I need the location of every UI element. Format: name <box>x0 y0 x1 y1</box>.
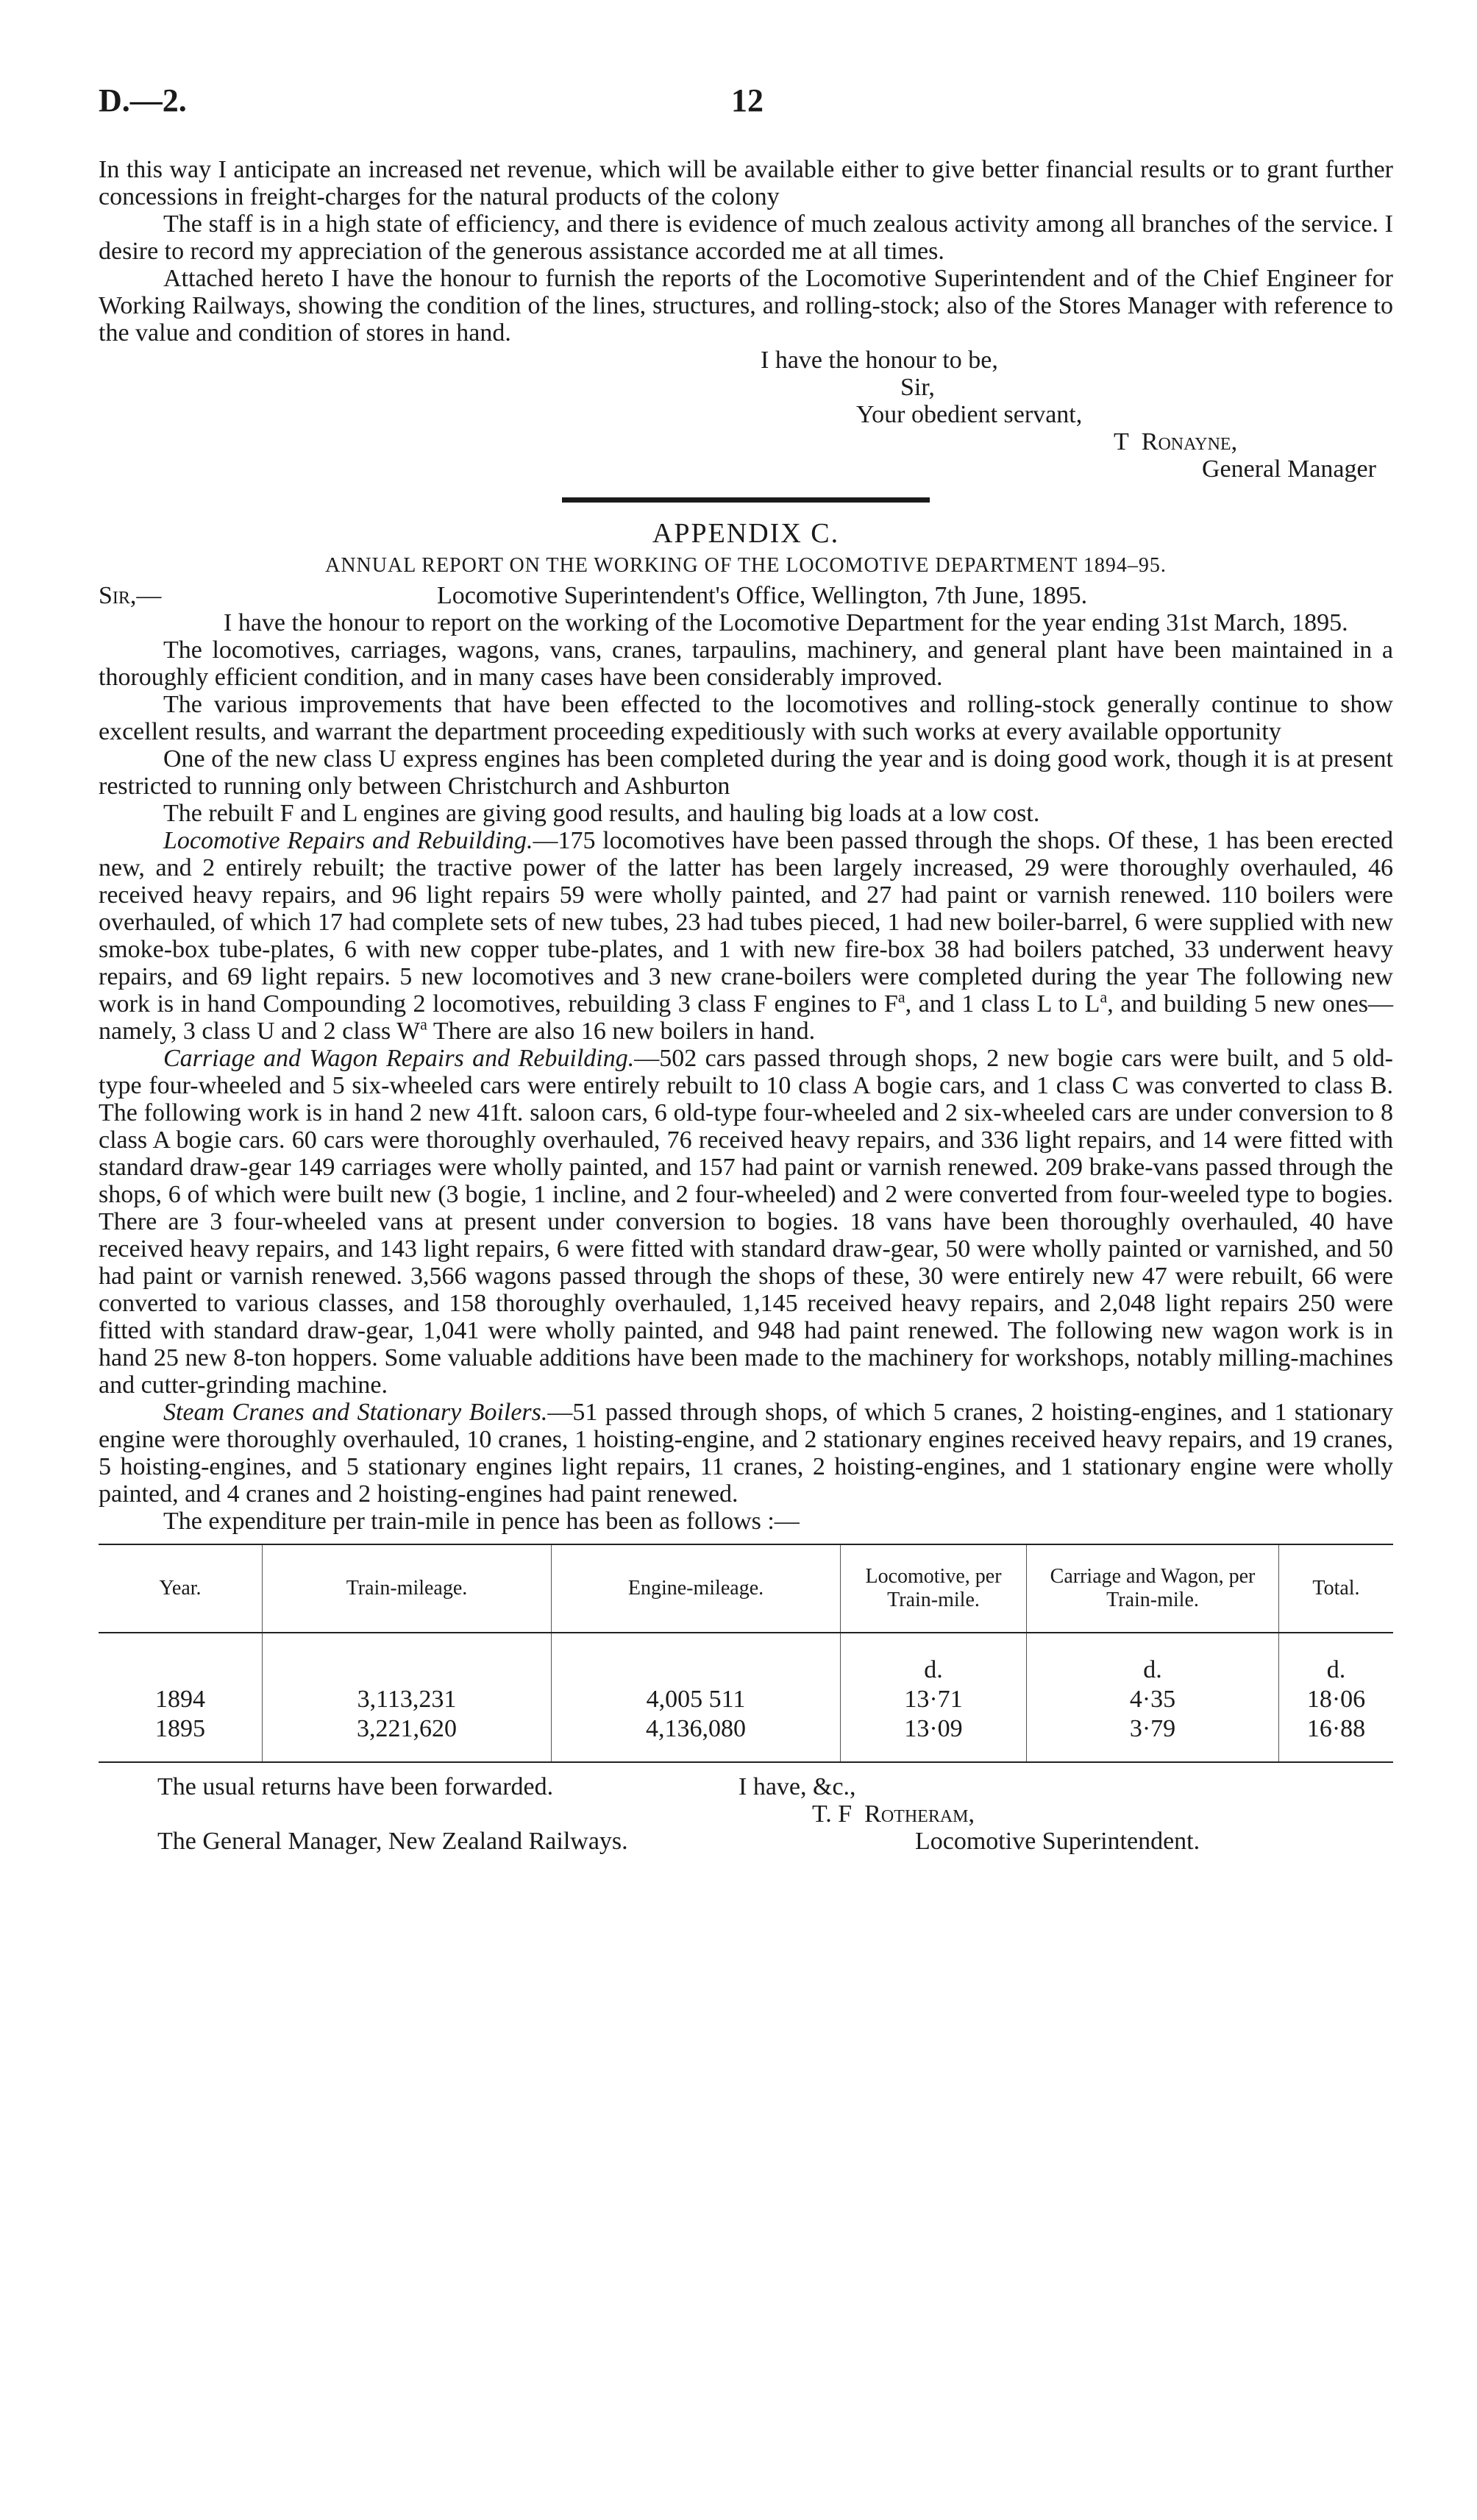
table-cell: d. <box>1279 1633 1394 1685</box>
table-cell: 1894 <box>155 1686 205 1713</box>
signoff-salutation: Sir, <box>900 374 935 401</box>
intro-paragraph: The staff is in a high state of efficiency, and there is evidence of much zealous activity among all branches of the service. I desire to record my appreciation of the generous assistance accorded me at all times. <box>99 210 1393 265</box>
table-units-row <box>99 1633 1393 1685</box>
report-paragraph: I have the honour to report on the working of the Locomotive Department for the year ending 31st March, 1895. <box>224 609 1348 636</box>
closing-note: The usual returns have been forwarded. <box>157 1773 554 1800</box>
table-cell: 13·09 <box>841 1714 1027 1762</box>
table-cell: 4,005 511 <box>552 1685 841 1714</box>
section-heading: Steam Cranes and Stationary Boilers. <box>163 1399 548 1426</box>
table-row <box>99 1714 1393 1762</box>
table-row <box>99 1685 1393 1714</box>
superscript: a <box>897 987 905 1007</box>
paragraph-text: , and 1 class L to L <box>905 990 1100 1018</box>
table-cell: 4·35 <box>1027 1685 1279 1714</box>
office-address: Locomotive Superintendent's Office, Wellington, 7th June, 1895. <box>437 582 1088 609</box>
superintendent-name <box>812 1800 1393 1828</box>
page-body <box>99 156 1393 1855</box>
signoff-initial: T <box>1114 428 1129 455</box>
report-paragraph: The various improvements that have been effected to the locomotives and rolling-stock generally continue to show excellent results, and warrant the department proceeding expeditiously with such works at every available opportunity <box>99 691 1393 745</box>
closing-block <box>99 1773 1393 1855</box>
section-heading: Locomotive Repairs and Rebuilding. <box>163 827 533 854</box>
column-header: Engine-mileage. <box>552 1544 841 1633</box>
section-divider <box>562 497 930 503</box>
table-cell: 3,221,620 <box>263 1714 552 1762</box>
page-header <box>99 82 1393 131</box>
column-header: Locomotive, per Train-mile. <box>841 1544 1027 1633</box>
table-cell: 3·79 <box>1027 1714 1279 1762</box>
addressee: The General Manager, New Zealand Railways. <box>157 1828 628 1855</box>
intro-paragraph: In this way I anticipate an increased net revenue, which will be available either to give better financial results or to grant further concessions in freight-charges for the natural products of the colony <box>99 156 1393 210</box>
signoff-name <box>1114 428 1393 455</box>
table-cell <box>99 1633 263 1685</box>
signoff-line: Your obedient servant, <box>856 401 1083 428</box>
signoff-initial: T. F <box>812 1800 853 1828</box>
paragraph-text: —51 passed through shops, of which 5 cranes, 2 hoisting-engines, and 1 stationary engine were thoroughly overhauled, 10 cranes, 1 hoisting-engine, and 2 stationary engines received heavy repairs, and 19 cranes, 5 hoisting-engines, and 5 stationary engines light repairs, 11 cranes, 2 hoisting-engines, and 1 stationary engine were wholly painted, and 4 cranes and 2 hoisting-engines had paint renewed. <box>99 1399 1393 1508</box>
closing-right <box>738 1773 1393 1855</box>
table-cell <box>263 1633 552 1685</box>
signoff-title: General Manager <box>1202 455 1376 483</box>
table-cell: 16·88 <box>1279 1714 1394 1762</box>
intro-paragraph: Attached hereto I have the honour to furnish the reports of the Locomotive Superintendent and of the Chief Engineer for Working Railways, showing the condition of the lines, structures, and rolling-stock; also of the Stores Manager with reference to the value and condition of stores in hand. <box>99 265 1393 347</box>
paragraph-text: There are also 16 new boilers in hand. <box>427 1018 816 1045</box>
general-manager-signoff <box>761 347 1393 483</box>
table-header-row <box>99 1544 1393 1633</box>
appendix-title: APPENDIX C. <box>652 518 840 549</box>
paragraph-text: —502 cars passed through shops, 2 new bogie cars were built, and 5 old-type four-wheeled and 5 six-wheeled cars were entirely rebuilt to 10 class A bogie cars, and 1 class C was converted to class B. The following work is in hand 2 new 41ft. saloon cars, 6 old-type four-wheeled and 2 six-wheeled cars are under conversion to 8 class A bogie cars. 60 cars were thoroughly overhauled, 76 received heavy repairs, and 336 light repairs, and 14 were fitted with standard draw-gear 149 carriages were wholly painted, and 157 had paint or varnish renewed. 209 brake-vans passed through the shops, 6 of which were built new (3 bogie, 1 incline, and 2 four-wheeled) and 2 were converted from four-weeled type to bogies. There are 3 four-wheeled vans at present under conversion to bogies. 18 vans have been thoroughly overhauled, 40 have received heavy repairs, and 143 light repairs, 6 were fitted with standard draw-gear, 50 were wholly painted or varnished, and 50 had paint or varnish renewed. 3,566 wagons passed through the shops of these, 30 were entirely new 47 were rebuilt, 66 were converted to various classes, and 158 thoroughly overhauled, 1,145 received heavy repairs, and 2,048 light repairs 250 were fitted with standard draw-gear, 1,041 were wholly painted, and 948 had paint renewed. The following new wagon work is in hand 25 new 8-ton hoppers. Some valuable additions have been made to the machinery for workshops, notably milling-machines and cutter-grinding machine. <box>99 1045 1393 1399</box>
locomotive-repairs-paragraph <box>99 827 1393 1045</box>
paragraph-text: , and building 5 new ones—namely, 3 class U and 2 class W <box>99 990 1394 1045</box>
salutation: Sir,— <box>99 582 162 609</box>
document-code: D.—2. <box>99 82 187 118</box>
column-header: Train-mileage. <box>263 1544 552 1633</box>
superscript: a <box>420 1015 427 1034</box>
table-cell: d. <box>1027 1633 1279 1685</box>
report-paragraph: The expenditure per train-mile in pence has been as follows :— <box>163 1508 800 1535</box>
table-cell: 18·06 <box>1279 1685 1394 1714</box>
report-paragraph: The rebuilt F and L engines are giving good results, and hauling big loads at a low cost. <box>163 800 1040 827</box>
address-line <box>99 582 1393 609</box>
column-header: Carriage and Wagon, per Train-mile. <box>1027 1544 1279 1633</box>
report-paragraph: One of the new class U express engines has been completed during the year and is doing good work, though it is at present restricted to running only between Christchurch and Ashburton <box>99 745 1393 800</box>
paragraph-text: —175 locomotives have been passed through the shops. Of these, 1 has been erected new, and 2 entirely rebuilt; the tractive power of the latter has been largely increased, 29 were thoroughly overhauled, 46 received heavy repairs, and 96 light repairs 59 were wholly painted, and 27 had paint or varnish renewed. 110 boilers were overhauled, of which 17 had complete sets of new tubes, 23 had tubes pieced, 1 had new boiler-barrel, 6 were supplied with new smoke-box tube-plates, 6 with new copper tube-plates, and 1 with new fire-box 38 had boilers patched, 33 underwent heavy repairs, and 69 light repairs. 5 new locomotives and 3 new crane-boilers were completed during the year The following new work is in hand Compounding 2 locomotives, rebuilding 3 class F engines to F <box>99 827 1393 1018</box>
page-number: 12 <box>731 82 764 118</box>
table-cell: d. <box>841 1633 1027 1685</box>
table-cell <box>552 1633 841 1685</box>
superscript: a <box>1100 987 1108 1007</box>
signoff-surname: Rotheram, <box>864 1800 975 1828</box>
carriage-wagon-paragraph <box>99 1045 1393 1399</box>
table-cell: 3,113,231 <box>263 1685 552 1714</box>
steam-cranes-paragraph <box>99 1399 1393 1508</box>
report-title: ANNUAL REPORT ON THE WORKING OF THE LOCOMOTIVE DEPARTMENT 1894–95. <box>325 554 1167 577</box>
table-cell: 1895 <box>99 1714 263 1762</box>
table-cell: 13·71 <box>841 1685 1027 1714</box>
signoff-surname: Ronayne, <box>1141 428 1238 455</box>
superintendent-title: Locomotive Superintendent. <box>915 1828 1200 1855</box>
closing-left <box>99 1773 738 1855</box>
signoff-line: I have the honour to be, <box>761 347 998 374</box>
column-header: Year. <box>99 1544 263 1633</box>
expenditure-table <box>99 1544 1393 1763</box>
column-header: Total. <box>1279 1544 1394 1633</box>
table-cell: 4,136,080 <box>552 1714 841 1762</box>
report-paragraph: The locomotives, carriages, wagons, vans, cranes, tarpaulins, machinery, and general plant have been maintained in a thoroughly efficient condition, and in many cases have been considerably improved. <box>99 636 1393 691</box>
section-heading: Carriage and Wagon Repairs and Rebuilding. <box>163 1045 635 1072</box>
closing-formula: I have, &c., <box>738 1773 856 1800</box>
